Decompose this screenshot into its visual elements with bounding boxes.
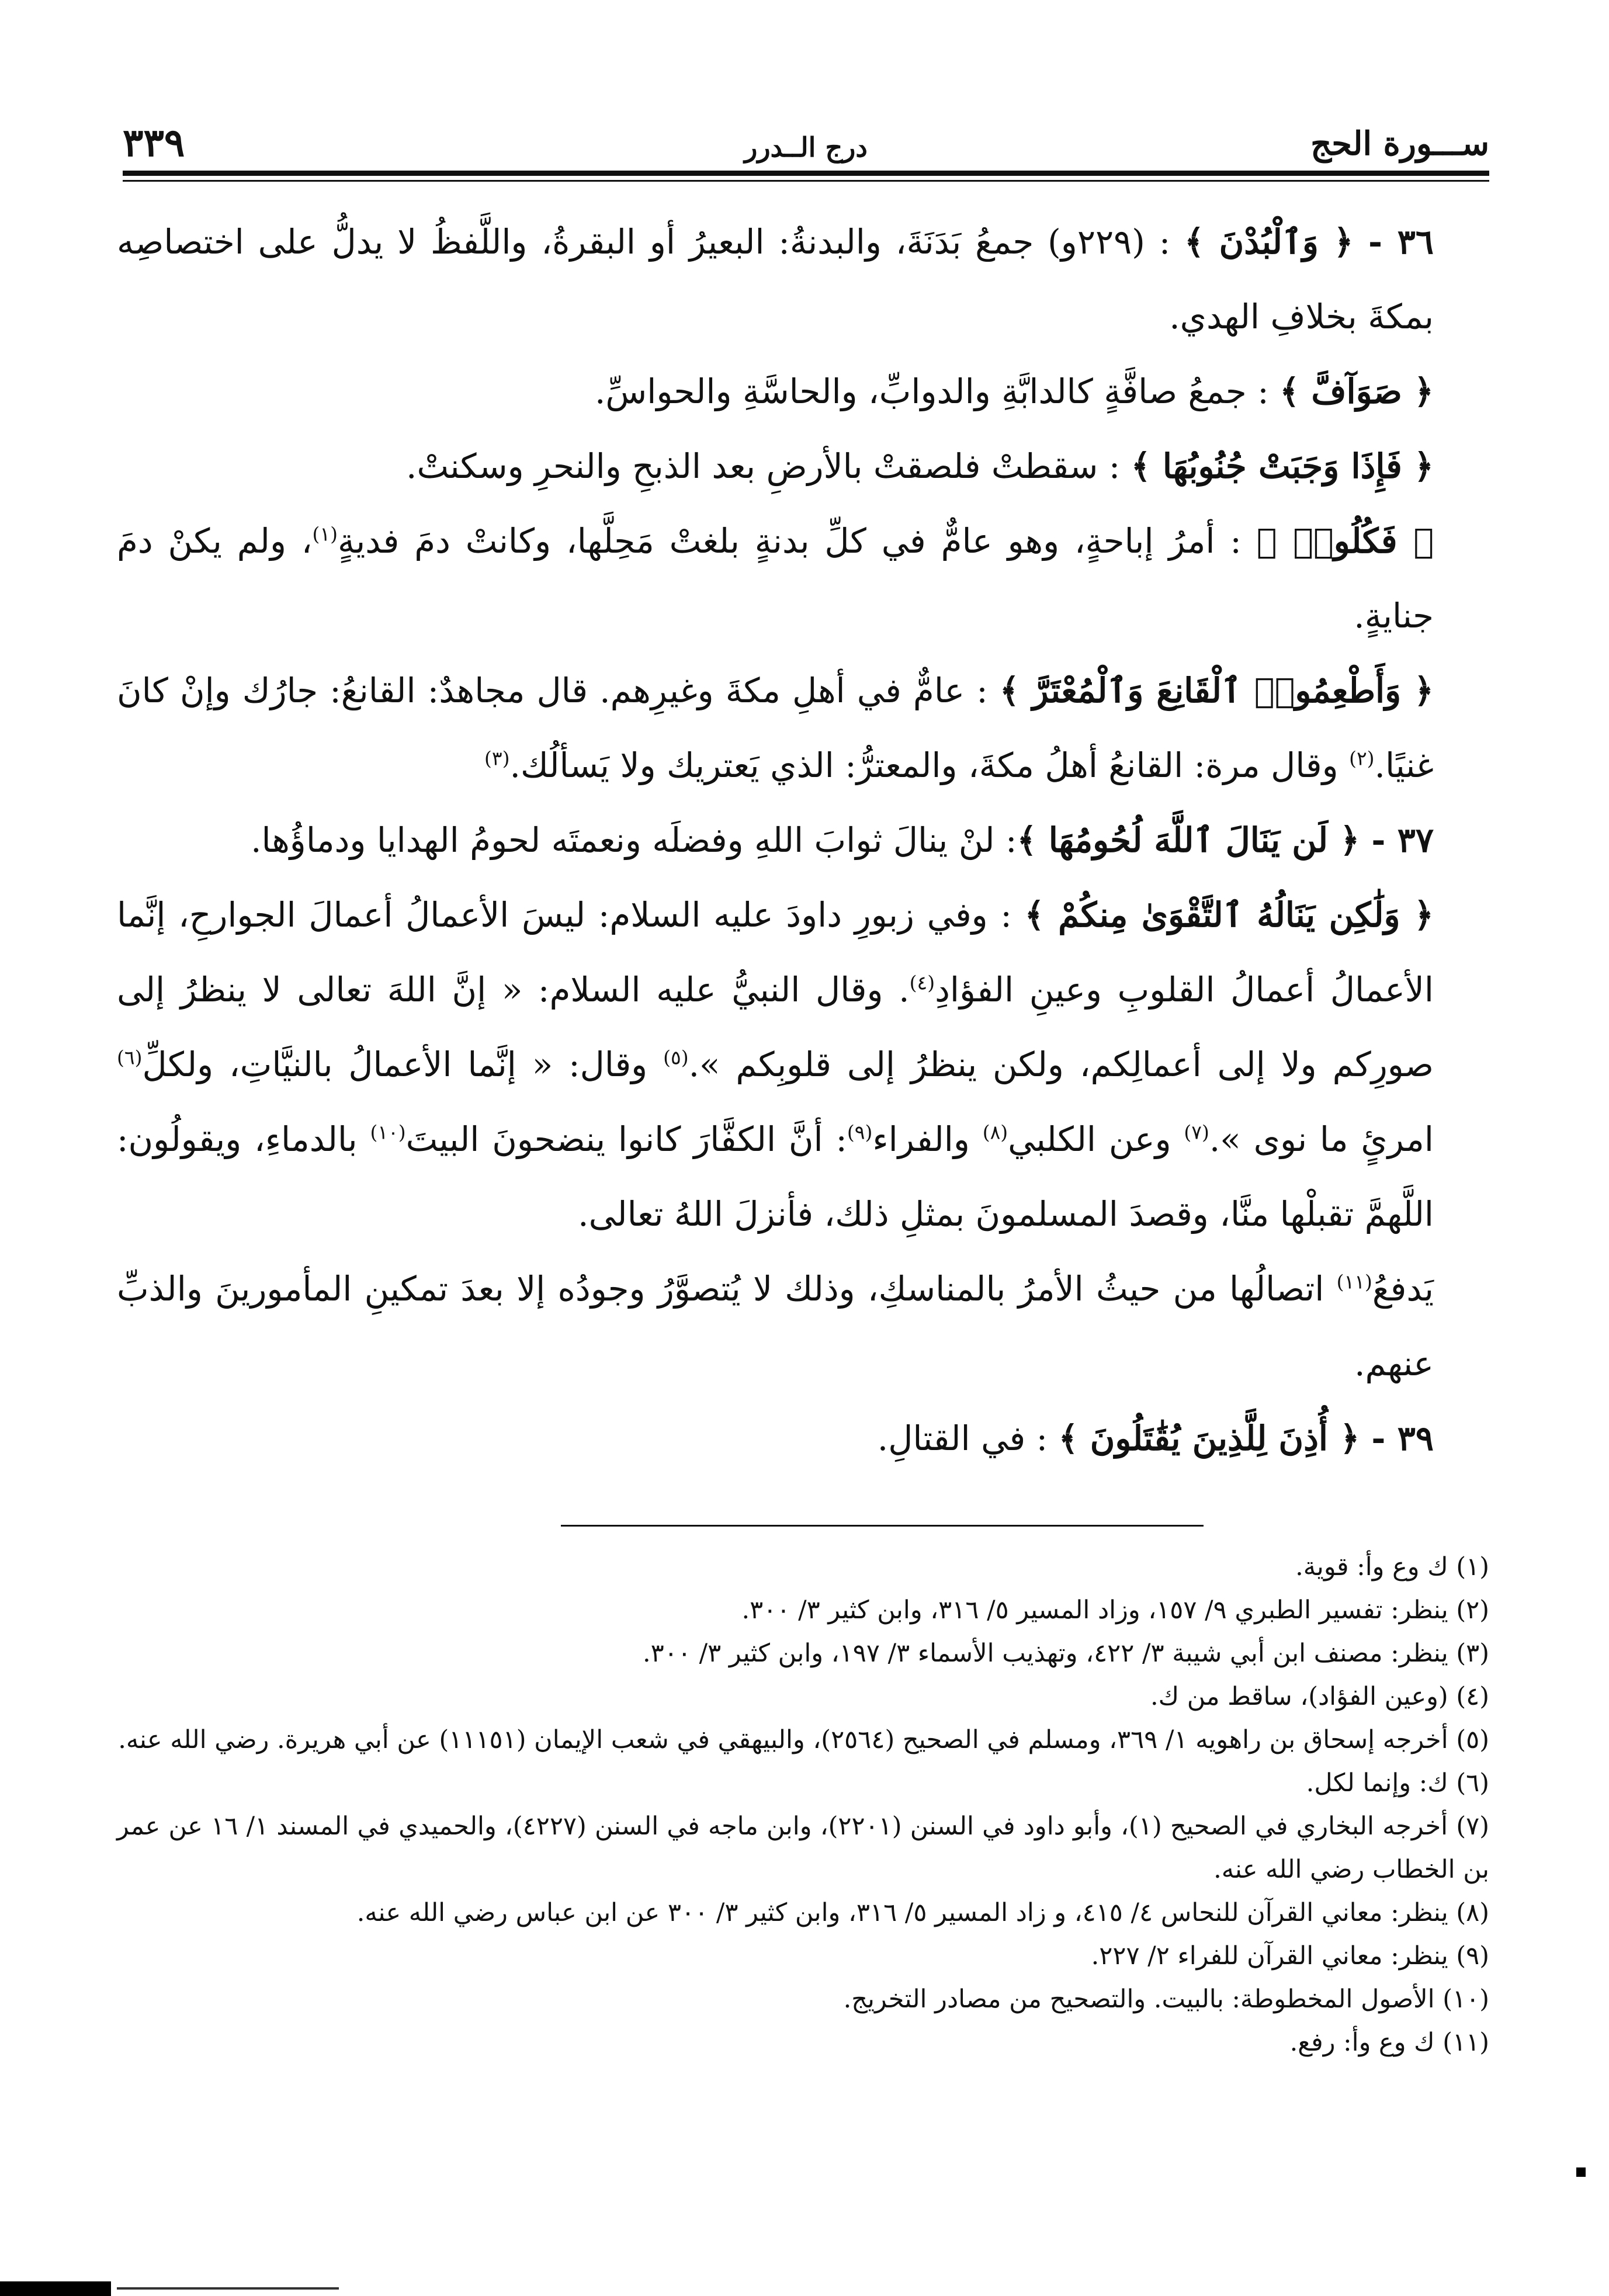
footnote-7: (٧) أخرجه البخاري في الصحيح (١)، وأبو داود في السنن (٢٢٠١)، وابن ماجه في السنن (٤٢٢٧)، والحميدي في المسند ١/ ١٦ عن عمر بن الخطاب رضي الله عنه. [117, 1812, 1490, 1884]
scan-mark [1576, 2167, 1586, 2177]
page-number: ٣٣٩ [123, 120, 185, 165]
main-text [117, 204, 1489, 1476]
paragraph-sawaf [117, 354, 1489, 429]
quran-phrase: ﴿ وَأَطْعِمُوا۟ ٱلْقَانِعَ وَٱلْمُعْتَرَّ ﴾ [999, 671, 1434, 710]
commentary-text: يَدفعُ [1372, 1269, 1434, 1309]
commentary-text: بالدماءِ، ويقولُون: اللَّهمَّ تقبلْها منَّا، وقصدَ المسلمونَ بمثلِ ذلك، فأنزلَ اللهُ تعالى. [117, 1119, 1434, 1234]
footnotes [117, 1545, 1489, 2064]
footnote-ref[interactable]: (٧) [1184, 1121, 1209, 1144]
footnote-4: (٤) (وعين الفؤاد)، ساقط من ك. [1150, 1682, 1489, 1711]
commentary-text: امرئٍ ما نوى ». [1209, 1119, 1434, 1159]
commentary-text: : عامٌّ في أهلِ مكةَ وغيرِهم. قال مجاهدٌ: القانعُ: جارُك وإنْ كانَ غنيًا. [117, 671, 1434, 785]
footnote-5: (٥) أخرجه إسحاق بن راهويه ١/ ٣٦٩، ومسلم في الصحيح (٢٥٦٤)، والبيهقي في شعب الإيمان (١١١٥١) عن أبي هريرة. رضي الله عنه. [118, 1725, 1489, 1754]
footnote-ref[interactable]: (٦) [117, 1046, 143, 1069]
footnote-9: (٩) ينظر: معاني القرآن للفراء ٢/ ٢٢٧. [1091, 1941, 1489, 1971]
scan-edge-mark [0, 2281, 111, 2296]
footnote-ref[interactable]: (١) [312, 522, 338, 546]
footnote-11: (١١) ك وع وأ: رفع. [1289, 2028, 1489, 2057]
quran-phrase: ٣٩ - ﴿ أُذِنَ لِلَّذِينَ يُقَٰتَلُونَ ﴾ [1058, 1418, 1434, 1458]
commentary-text: : جمعُ صافَّةٍ كالدابَّةِ والدوابِّ، والحاسَّةِ والحواسِّ. [595, 372, 1280, 411]
quran-phrase: ﴿ فَإِذَا وَجَبَتْ جُنُوبُهَا ﴾ [1131, 446, 1434, 486]
paragraph-kulu [117, 504, 1489, 653]
header-rule-thin [123, 180, 1489, 182]
footnote-separator [561, 1525, 1204, 1527]
surah-title: ســـورة الحج [1310, 124, 1489, 163]
commentary-text: : (٢٢٩و) جمعُ بَدَنَةَ، والبدنةُ: البعيرُ أو البقرةُ، واللَّفظُ لا يدلُّ على اختصاصِه بمكةَ بخلافِ الهدي. [117, 222, 1434, 337]
quran-phrase: ﴿ وَلَٰكِن يَنَالُهُ ٱلتَّقْوَىٰ مِنكُمْ ﴾ [1024, 895, 1434, 935]
page-header [123, 120, 1489, 167]
footnote-ref[interactable]: (٢) [1349, 747, 1375, 770]
commentary-text: وقال: « إنَّما الأعمالُ بالنيَّاتِ، ولكلِّ [142, 1045, 664, 1084]
quran-phrase: ٣٧ - ﴿ لَن يَنَالَ ٱللَّهَ لُحُومُهَا ﴾ [1017, 820, 1434, 860]
commentary-text: : لنْ ينالَ ثوابَ اللهِ وفضلَه ونعمتَه لحومُ الهدايا ودماؤُها. [251, 820, 1017, 860]
footnote-ref[interactable]: (٤) [909, 971, 935, 994]
footnote-ref[interactable]: (٨) [982, 1121, 1008, 1144]
commentary-text: والفراء [872, 1119, 983, 1159]
footnote-1: (١) ك وع وأ: قوية. [1295, 1552, 1489, 1581]
footnote-ref[interactable]: (١٠) [370, 1121, 406, 1144]
commentary-text: : في القتالِ. [877, 1418, 1059, 1458]
paragraph-yadfa [117, 1251, 1489, 1401]
footnote-8: (٨) ينظر: معاني القرآن للنحاس ٤/ ٤١٥، و زاد المسير ٥/ ٣١٦، وابن كثير ٣/ ٣٠٠ عن ابن عباس رضي الله عنه. [356, 1898, 1489, 1927]
commentary-text: ، ولم يكنْ دمَ جنايةٍ. [117, 521, 1434, 636]
commentary-text: اتصالُها من حيثُ الأمرُ بالمناسكِ، وذلك لا يُتصوَّرُ وجودُه إلا بعدَ تمكينِ المأمورينَ والذبِّ عنهم. [117, 1269, 1434, 1383]
paragraph-verse-39 [117, 1401, 1489, 1476]
commentary-text: : وفي زبورِ داودَ عليه السلام: ليسَ الأعمالُ أعمالَ الجوارحِ، إنَّما الأعمالُ أعمالُ القلوبِ وعينِ الفؤادِ [117, 895, 1434, 1010]
commentary-text: : أنَّ الكفَّارَ كانوا ينضحونَ البيتَ [405, 1119, 847, 1159]
commentary-text: وعن الكلبي [1008, 1119, 1184, 1159]
footnote-6: (٦) ك: وإنما لكل. [1306, 1768, 1489, 1798]
footnote-ref[interactable]: (٩) [847, 1121, 873, 1144]
commentary-text: . وقال النبيُّ عليه السلام: « إنَّ اللهَ تعالى لا ينظرُ إلى صورِكم ولا إلى أعمالِكم، ولكن ينظرُ إلى قلوبِكم ». [117, 970, 1434, 1084]
paragraph-verse-36 [117, 204, 1489, 354]
paragraph-taqwa [117, 878, 1489, 1251]
footnote-ref[interactable]: (١١) [1336, 1270, 1372, 1293]
footnote-3: (٣) ينظر: مصنف ابن أبي شيبة ٣/ ٤٢٢، وتهذيب الأسماء ٣/ ١٩٧، وابن كثير ٣/ ٣٠٠. [642, 1639, 1489, 1668]
footnote-2: (٢) ينظر: تفسير الطبري ٩/ ١٥٧، وزاد المسير ٥/ ٣١٦، وابن كثير ٣/ ٣٠٠. [741, 1596, 1489, 1625]
paragraph-verse-37 [117, 803, 1489, 878]
commentary-text: : سقطتْ فلصقتْ بالأرضِ بعد الذبحِ والنحرِ وسكنتْ. [406, 446, 1131, 486]
commentary-text: : أمرُ إباحةٍ، وهو عامٌّ في كلِّ بدنةٍ بلغتْ مَحِلَّها، وكانتْ دمَ فديةٍ [338, 521, 1257, 561]
quran-phrase: ﴿ صَوَآفَّ ﴾ [1279, 372, 1434, 411]
footnote-ref[interactable]: (٣) [484, 747, 510, 770]
footnote-ref[interactable]: (٥) [663, 1046, 689, 1069]
commentary-text: وقال مرة: القانعُ أهلُ مكةَ، والمعترُّ: الذي يَعتريك ولا يَسألُك. [509, 745, 1350, 785]
scan-edge-line [117, 2287, 339, 2290]
paragraph-wajabat [117, 429, 1489, 504]
quran-phrase: ٣٦ - ﴿ وَٱلْبُدْنَ ﴾ [1184, 222, 1434, 262]
paragraph-qani [117, 653, 1489, 803]
header-rule-thick [123, 171, 1489, 176]
book-title: درج الــدرر [744, 131, 868, 163]
quran-phrase: ﴿ فَكُلُوا۟ ﴾ [1256, 521, 1434, 561]
footnote-10: (١٠) الأصول المخطوطة: بالبيت. والتصحيح من مصادر التخريج. [843, 1985, 1489, 2014]
